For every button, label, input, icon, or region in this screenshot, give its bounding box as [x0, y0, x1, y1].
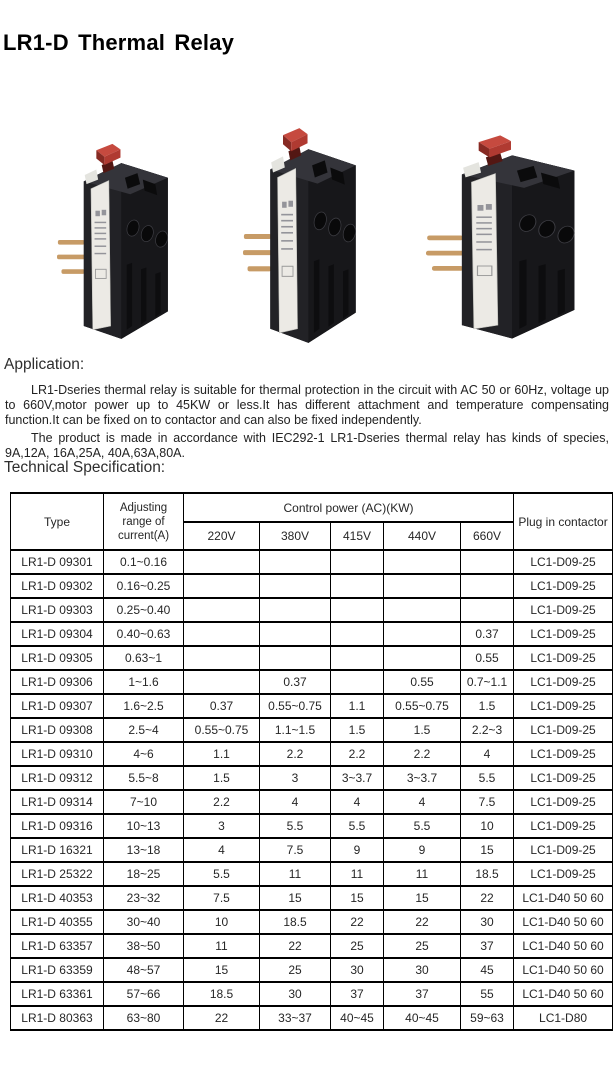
cell-415v: 1.5: [331, 718, 384, 742]
cell-220v: 2.2: [184, 790, 260, 814]
cell-plug-in-contactor: LC1-D40 50 60: [514, 982, 613, 1006]
cell-380v: [260, 622, 331, 646]
product-photo-2: [243, 115, 363, 353]
cell-plug-in-contactor: LC1-D09-25: [514, 790, 613, 814]
cell-440v: 37: [384, 982, 461, 1006]
cell-660v: 5.5: [461, 766, 514, 790]
product-photo-3: [426, 123, 584, 348]
column-header-control-power: Control power (AC)(KW): [184, 493, 514, 522]
cell-380v: 15: [260, 886, 331, 910]
cell-220v: 4: [184, 838, 260, 862]
cell-440v: 22: [384, 910, 461, 934]
cell-adjusting-range: 18~25: [104, 862, 184, 886]
cell-660v: 2.2~3: [461, 718, 514, 742]
cell-415v: 30: [331, 958, 384, 982]
cell-660v: [461, 574, 514, 598]
cell-adjusting-range: 13~18: [104, 838, 184, 862]
cell-415v: 25: [331, 934, 384, 958]
cell-type: LR1-D 09305: [11, 646, 104, 670]
cell-type: LR1-D 63361: [11, 982, 104, 1006]
cell-660v: 18.5: [461, 862, 514, 886]
cell-440v: 4: [384, 790, 461, 814]
table-row: [11, 550, 613, 574]
cell-adjusting-range: 30~40: [104, 910, 184, 934]
column-header-660v: 660V: [461, 522, 514, 550]
cell-415v: 4: [331, 790, 384, 814]
cell-adjusting-range: 0.40~0.63: [104, 622, 184, 646]
cell-380v: 2.2: [260, 742, 331, 766]
cell-220v: [184, 574, 260, 598]
cell-660v: 37: [461, 934, 514, 958]
cell-adjusting-range: 1~1.6: [104, 670, 184, 694]
cell-type: LR1-D 09307: [11, 694, 104, 718]
cell-380v: 11: [260, 862, 331, 886]
cell-220v: 1.5: [184, 766, 260, 790]
cell-440v: 30: [384, 958, 461, 982]
cell-380v: [260, 646, 331, 670]
cell-220v: 3: [184, 814, 260, 838]
cell-plug-in-contactor: LC1-D09-25: [514, 814, 613, 838]
cell-440v: 40~45: [384, 1006, 461, 1030]
column-header-type: Type: [11, 493, 104, 550]
cell-440v: 25: [384, 934, 461, 958]
cell-415v: [331, 598, 384, 622]
cell-440v: 9: [384, 838, 461, 862]
spec-table: [10, 492, 613, 1031]
cell-660v: [461, 550, 514, 574]
table-row: [11, 838, 613, 862]
cell-660v: 55: [461, 982, 514, 1006]
cell-440v: 2.2: [384, 742, 461, 766]
technical-specification-heading: Technical Specification:: [4, 459, 166, 476]
cell-type: LR1-D 09304: [11, 622, 104, 646]
table-row: [11, 766, 613, 790]
table-row: [11, 622, 613, 646]
cell-adjusting-range: 0.1~0.16: [104, 550, 184, 574]
cell-plug-in-contactor: LC1-D09-25: [514, 622, 613, 646]
cell-415v: 3~3.7: [331, 766, 384, 790]
cell-415v: [331, 622, 384, 646]
cell-plug-in-contactor: LC1-D09-25: [514, 838, 613, 862]
cell-415v: 5.5: [331, 814, 384, 838]
header-row-1: [11, 493, 613, 522]
cell-440v: [384, 598, 461, 622]
cell-415v: 37: [331, 982, 384, 1006]
table-row: [11, 934, 613, 958]
cell-adjusting-range: 1.6~2.5: [104, 694, 184, 718]
cell-adjusting-range: 0.25~0.40: [104, 598, 184, 622]
cell-660v: 4: [461, 742, 514, 766]
table-row: [11, 982, 613, 1006]
table-row: [11, 886, 613, 910]
cell-220v: 11: [184, 934, 260, 958]
cell-plug-in-contactor: LC1-D09-25: [514, 670, 613, 694]
cell-plug-in-contactor: LC1-D09-25: [514, 742, 613, 766]
cell-380v: 5.5: [260, 814, 331, 838]
cell-660v: 1.5: [461, 694, 514, 718]
table-row: [11, 574, 613, 598]
table-row: [11, 814, 613, 838]
cell-type: LR1-D 09316: [11, 814, 104, 838]
cell-415v: 22: [331, 910, 384, 934]
column-header-adjusting-range: Adjusting range of current(A): [104, 493, 184, 550]
cell-type: LR1-D 63359: [11, 958, 104, 982]
cell-415v: [331, 670, 384, 694]
table-row: [11, 598, 613, 622]
cell-660v: 0.7~1.1: [461, 670, 514, 694]
cell-415v: [331, 550, 384, 574]
cell-type: LR1-D 80363: [11, 1006, 104, 1030]
cell-type: LR1-D 25322: [11, 862, 104, 886]
cell-type: LR1-D 09303: [11, 598, 104, 622]
cell-type: LR1-D 63357: [11, 934, 104, 958]
cell-660v: 0.37: [461, 622, 514, 646]
cell-plug-in-contactor: LC1-D09-25: [514, 766, 613, 790]
cell-660v: 0.55: [461, 646, 514, 670]
cell-440v: 5.5: [384, 814, 461, 838]
cell-220v: 22: [184, 1006, 260, 1030]
table-row: [11, 742, 613, 766]
cell-adjusting-range: 0.16~0.25: [104, 574, 184, 598]
application-paragraph-2: The product is made in accordance with IEC292-1 LR1-Dseries thermal relay has kinds of species, 9A,12A, 16A,25A, 40A,63A,80A.: [5, 431, 609, 460]
table-row: [11, 790, 613, 814]
cell-plug-in-contactor: LC1-D09-25: [514, 574, 613, 598]
cell-adjusting-range: 7~10: [104, 790, 184, 814]
column-header-220v: 220V: [184, 522, 260, 550]
cell-440v: [384, 646, 461, 670]
cell-adjusting-range: 0.63~1: [104, 646, 184, 670]
cell-440v: 0.55~0.75: [384, 694, 461, 718]
cell-440v: 1.5: [384, 718, 461, 742]
cell-440v: [384, 622, 461, 646]
page-title: LR1-D Thermal Relay: [3, 30, 235, 55]
cell-440v: 15: [384, 886, 461, 910]
cell-660v: 59~63: [461, 1006, 514, 1030]
cell-415v: 2.2: [331, 742, 384, 766]
table-row: [11, 862, 613, 886]
cell-440v: [384, 574, 461, 598]
cell-adjusting-range: 57~66: [104, 982, 184, 1006]
spec-table-body: [11, 550, 613, 1030]
cell-660v: [461, 598, 514, 622]
cell-440v: 11: [384, 862, 461, 886]
cell-380v: 4: [260, 790, 331, 814]
cell-440v: 0.55: [384, 670, 461, 694]
cell-220v: [184, 550, 260, 574]
cell-type: LR1-D 09301: [11, 550, 104, 574]
cell-415v: [331, 646, 384, 670]
cell-380v: [260, 574, 331, 598]
cell-220v: [184, 622, 260, 646]
cell-220v: 0.55~0.75: [184, 718, 260, 742]
cell-220v: 10: [184, 910, 260, 934]
cell-380v: 0.37: [260, 670, 331, 694]
cell-220v: 15: [184, 958, 260, 982]
cell-660v: 45: [461, 958, 514, 982]
product-photo-1: [57, 132, 175, 348]
cell-415v: 40~45: [331, 1006, 384, 1030]
table-row: [11, 694, 613, 718]
application-text: [5, 383, 609, 464]
column-header-plug-in-contactor: Plug in contactor: [514, 493, 613, 550]
cell-plug-in-contactor: LC1-D80: [514, 1006, 613, 1030]
cell-660v: 30: [461, 910, 514, 934]
cell-440v: [384, 550, 461, 574]
cell-380v: 22: [260, 934, 331, 958]
cell-415v: [331, 574, 384, 598]
table-row: [11, 958, 613, 982]
cell-adjusting-range: 23~32: [104, 886, 184, 910]
cell-380v: 1.1~1.5: [260, 718, 331, 742]
cell-type: LR1-D 40353: [11, 886, 104, 910]
cell-220v: 0.37: [184, 694, 260, 718]
cell-adjusting-range: 2.5~4: [104, 718, 184, 742]
cell-plug-in-contactor: LC1-D09-25: [514, 862, 613, 886]
cell-220v: [184, 646, 260, 670]
cell-220v: 1.1: [184, 742, 260, 766]
cell-plug-in-contactor: LC1-D40 50 60: [514, 934, 613, 958]
cell-plug-in-contactor: LC1-D40 50 60: [514, 886, 613, 910]
cell-adjusting-range: 10~13: [104, 814, 184, 838]
table-row: [11, 1006, 613, 1030]
column-header-440v: 440V: [384, 522, 461, 550]
cell-adjusting-range: 5.5~8: [104, 766, 184, 790]
table-row: [11, 718, 613, 742]
cell-380v: 25: [260, 958, 331, 982]
cell-type: LR1-D 09306: [11, 670, 104, 694]
cell-415v: 11: [331, 862, 384, 886]
cell-220v: 7.5: [184, 886, 260, 910]
cell-220v: [184, 598, 260, 622]
cell-660v: 15: [461, 838, 514, 862]
application-paragraph-1: LR1-Dseries thermal relay is suitable for thermal protection in the circuit with AC 50 or 60Hz, voltage up to 660V,motor power up to 45KW or less.It has different attachment and temperature compensating function.It can be fixed on to contactor and can also be fixed independently.: [5, 383, 609, 427]
cell-plug-in-contactor: LC1-D09-25: [514, 646, 613, 670]
cell-380v: 7.5: [260, 838, 331, 862]
cell-type: LR1-D 16321: [11, 838, 104, 862]
cell-415v: 9: [331, 838, 384, 862]
cell-adjusting-range: 63~80: [104, 1006, 184, 1030]
cell-type: LR1-D 09310: [11, 742, 104, 766]
cell-380v: 33~37: [260, 1006, 331, 1030]
cell-220v: [184, 670, 260, 694]
cell-415v: 15: [331, 886, 384, 910]
table-row: [11, 910, 613, 934]
cell-plug-in-contactor: LC1-D09-25: [514, 694, 613, 718]
cell-plug-in-contactor: LC1-D09-25: [514, 550, 613, 574]
cell-plug-in-contactor: LC1-D09-25: [514, 718, 613, 742]
cell-type: LR1-D 09314: [11, 790, 104, 814]
cell-220v: 18.5: [184, 982, 260, 1006]
cell-adjusting-range: 48~57: [104, 958, 184, 982]
cell-660v: 22: [461, 886, 514, 910]
cell-220v: 5.5: [184, 862, 260, 886]
cell-660v: 7.5: [461, 790, 514, 814]
cell-380v: 18.5: [260, 910, 331, 934]
cell-type: LR1-D 40355: [11, 910, 104, 934]
table-row: [11, 646, 613, 670]
cell-380v: 3: [260, 766, 331, 790]
cell-660v: 10: [461, 814, 514, 838]
column-header-380v: 380V: [260, 522, 331, 550]
cell-plug-in-contactor: LC1-D09-25: [514, 598, 613, 622]
cell-adjusting-range: 38~50: [104, 934, 184, 958]
application-heading: Application:: [4, 356, 85, 373]
cell-type: LR1-D 09312: [11, 766, 104, 790]
cell-380v: 0.55~0.75: [260, 694, 331, 718]
spec-table-header: [11, 493, 613, 550]
cell-440v: 3~3.7: [384, 766, 461, 790]
cell-adjusting-range: 4~6: [104, 742, 184, 766]
cell-415v: 1.1: [331, 694, 384, 718]
cell-plug-in-contactor: LC1-D40 50 60: [514, 958, 613, 982]
cell-type: LR1-D 09308: [11, 718, 104, 742]
table-row: [11, 670, 613, 694]
column-header-415v: 415V: [331, 522, 384, 550]
cell-380v: [260, 598, 331, 622]
cell-380v: 30: [260, 982, 331, 1006]
cell-plug-in-contactor: LC1-D40 50 60: [514, 910, 613, 934]
cell-type: LR1-D 09302: [11, 574, 104, 598]
cell-380v: [260, 550, 331, 574]
